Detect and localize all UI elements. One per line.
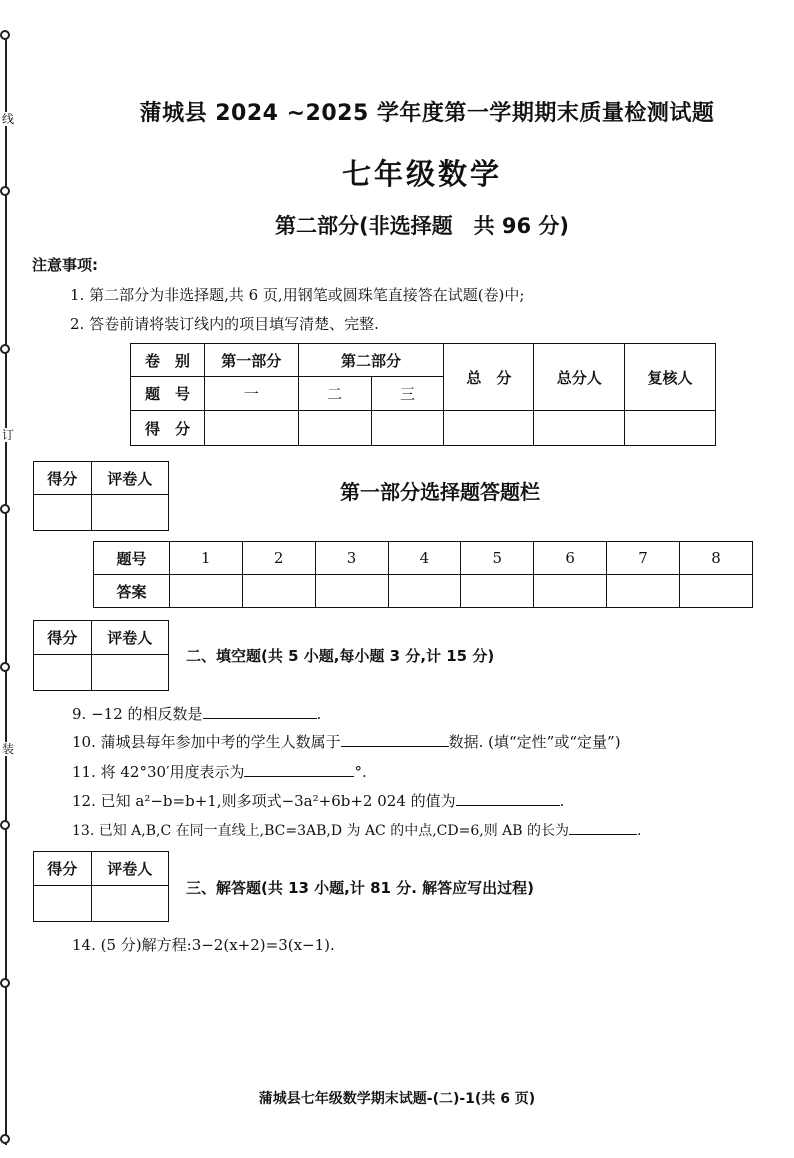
score-table [130,343,716,446]
binding-hole [0,186,10,196]
score-input-cell[interactable] [534,411,625,446]
fill-section-heading: 二、填空题(共 5 小题,每小题 3 分,计 15 分) [186,647,495,665]
answer-cell[interactable] [242,575,315,608]
answer-blank[interactable] [203,705,317,719]
cell-col-san: 三 [371,377,444,411]
answer-cell[interactable] [680,575,753,608]
choice-number: 7 [607,542,680,575]
binding-margin [0,0,22,1158]
exam-title: 蒲城县 2024 ~2025 学年度第一学期期末质量检测试题 [139,101,715,126]
question-12 [72,790,564,811]
question-11 [72,761,367,782]
question-11-text: 11. 将 42°30′用度表示为 [72,763,245,781]
page-footer: 蒲城县七年级数学期末试题-(二)-1(共 6 页) [258,1091,536,1107]
choice-section-title: 第一部分选择题答题栏 [340,480,540,504]
score-input-cell[interactable] [625,411,716,446]
grader-name-label: 评卷人 [91,462,168,495]
grader-score-label: 得分 [34,852,92,886]
grader-score-label: 得分 [34,621,92,655]
question-10-text: 10. 蒲城县每年参加中考的学生人数属于 [72,733,341,751]
question-9 [72,703,321,724]
question-14: 14. (5 分)解方程:3−2(x+2)=3(x−1). [72,936,335,954]
solve-section-heading: 三、解答题(共 13 小题,计 81 分. 解答应写出过程) [186,879,534,897]
question-12-tail: . [559,792,565,810]
question-10 [72,731,621,752]
notes-heading: 注意事项: [32,256,98,274]
grader-score-cell[interactable] [34,655,92,691]
grader-score-cell[interactable] [34,495,92,531]
grader-score-cell[interactable] [34,886,92,922]
binding-hole [0,504,10,514]
choice-row-label: 题号 [94,542,170,575]
grader-name-cell[interactable] [91,886,168,922]
binding-char-zhuang: 装 [1,742,14,756]
answer-blank[interactable] [341,733,449,747]
question-13 [72,820,641,840]
question-10-tail: 数据. (填“定性”或“定量”) [448,733,621,751]
answer-cell[interactable] [315,575,388,608]
answer-cell[interactable] [461,575,534,608]
binding-hole [0,344,10,354]
cell-checker: 复核人 [625,344,716,411]
cell-col-yi: 一 [204,377,298,411]
binding-hole [0,820,10,830]
question-11-tail: °. [354,763,367,781]
choice-number: 2 [242,542,315,575]
answer-cell[interactable] [169,575,242,608]
question-9-text: 9. −12 的相反数是 [72,705,203,723]
choice-answer-table [93,541,753,608]
answer-blank[interactable] [244,763,354,777]
choice-number: 8 [680,542,753,575]
grader-name-label: 评卷人 [91,621,168,655]
binding-char-ding: 订 [1,428,14,442]
cell-col-er: 二 [298,377,371,411]
cell-part1: 第一部分 [204,344,298,377]
question-12-text: 12. 已知 a²−b=b+1,则多项式−3a²+6b+2 024 的值为 [72,792,456,810]
grader-name-cell[interactable] [91,655,168,691]
choice-number: 1 [169,542,242,575]
grader-name-label: 评卷人 [91,852,168,886]
binding-hole [0,1134,10,1144]
choice-number: 4 [388,542,461,575]
note-item-1: 1. 第二部分为非选择题,共 6 页,用钢笔或圆珠笔直接答在试题(卷)中; [70,286,525,304]
answer-blank[interactable] [456,792,560,806]
score-input-cell[interactable] [371,411,444,446]
score-input-cell[interactable] [204,411,298,446]
choice-number: 5 [461,542,534,575]
answer-row-label: 答案 [94,575,170,608]
choice-number: 6 [534,542,607,575]
grader-box [33,620,169,691]
choice-number: 3 [315,542,388,575]
note-item-2: 2. 答卷前请将装订线内的项目填写清楚、完整. [70,315,379,333]
binding-hole [0,30,10,40]
cell-juan-bie: 卷 别 [131,344,205,377]
grader-box [33,851,169,922]
score-input-cell[interactable] [444,411,534,446]
cell-part2: 第二部分 [298,344,444,377]
binding-char-xian: 线 [1,112,14,126]
question-9-tail: . [316,705,322,723]
cell-total: 总 分 [444,344,534,411]
part-title: 第二部分(非选择题 共 96 分) [274,214,570,238]
answer-cell[interactable] [388,575,461,608]
cell-ti-hao: 题 号 [131,377,205,411]
subject-title: 七年级数学 [341,157,502,191]
cell-de-fen: 得 分 [131,411,205,446]
score-input-cell[interactable] [298,411,371,446]
binding-hole [0,978,10,988]
grader-score-label: 得分 [34,462,92,495]
question-13-tail: . [637,823,642,839]
answer-cell[interactable] [607,575,680,608]
cell-scorer: 总分人 [534,344,625,411]
grader-name-cell[interactable] [91,495,168,531]
binding-hole [0,662,10,672]
grader-box [33,461,169,531]
answer-cell[interactable] [534,575,607,608]
answer-blank[interactable] [569,821,637,835]
question-13-text: 13. 已知 A,B,C 在同一直线上,BC=3AB,D 为 AC 的中点,CD=6,则 AB 的长为 [72,823,569,839]
